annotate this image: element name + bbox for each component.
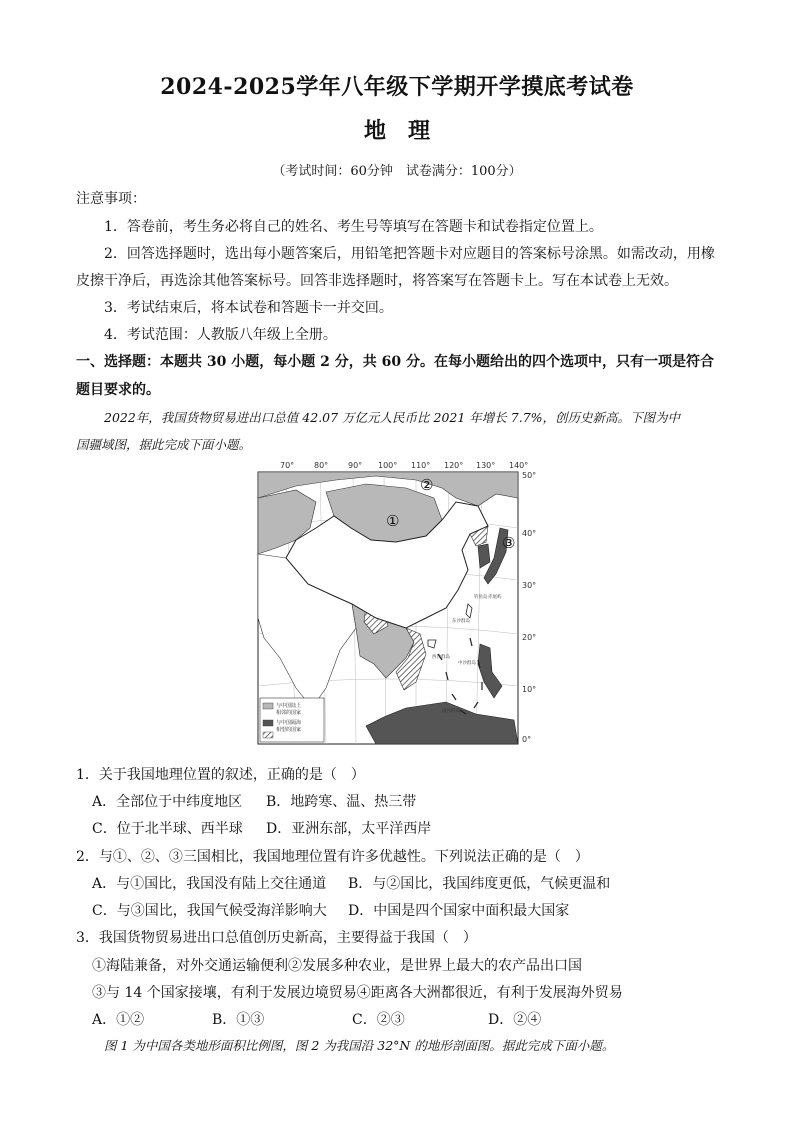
legend-label: 相邻的国家 <box>276 710 302 716</box>
island-label: 东沙群岛 <box>452 619 470 624</box>
q1-option-a[interactable]: A．全部位于中纬度地区 <box>92 794 243 810</box>
passage-intro: 2022年，我国货物贸易进出口总值 42.07 万亿元人民币比 2021 年增长 7.7%，创历史新高。下图为中 <box>104 410 681 425</box>
island-label: 赤尾屿 <box>488 595 502 600</box>
map-legend <box>260 698 324 742</box>
q1-option-c[interactable]: C．位于北半球、西半球 <box>92 821 243 837</box>
note-item: 2．回答选择题时，选出每小题答案后，用铅笔把答题卡对应题目的答案标号涂黑。如需改动，用橡 <box>104 246 715 262</box>
q2-option-b[interactable]: B．与②国比，我国纬度更低，气候更温和 <box>348 876 611 892</box>
q3-option-d[interactable]: D．②④ <box>488 1012 542 1028</box>
legend-swatch-hatch <box>263 732 273 738</box>
q1-option-b[interactable]: B．地跨寒、温、热三带 <box>266 794 417 810</box>
marker-1: ① <box>386 512 400 530</box>
q3-statement: ③与 14 个国家接壤，有利于发展边境贸易④距离各大洲都很近，有利于发展海外贸易 <box>92 985 623 1001</box>
q2-option-a[interactable]: A．与①国比，我国没有陆上交往通道 <box>92 876 327 892</box>
lon-label: 110° <box>411 461 431 470</box>
lat-label: 20° <box>522 633 537 642</box>
q1-option-d[interactable]: D．亚洲东部，太平洋西岸 <box>266 821 432 837</box>
question-3-stem: 3．我国货物贸易进出口总值创历史新高，主要得益于我国（ ） <box>76 930 477 946</box>
legend-label: 与中国隔海 <box>276 720 302 726</box>
lat-label: 0° <box>522 735 532 744</box>
subject-title: 地理 <box>363 118 452 144</box>
note-item: 4．考试范围：人教版八年级上全册。 <box>104 327 337 343</box>
lat-label: 10° <box>522 685 537 694</box>
legend-label: 相望的国家 <box>276 727 302 733</box>
lon-label: 130° <box>476 461 496 470</box>
marker-2: ② <box>420 476 434 494</box>
note-item: 1．答卷前，考生务必将自己的姓名、考生号等填写在答题卡和试卷指定位置上。 <box>104 219 603 235</box>
question-2-stem: 2．与①、②、③三国相比，我国地理位置有许多优越性。下列说法正确的是（ ） <box>76 849 589 865</box>
lat-label: 40° <box>522 529 537 538</box>
q3-statement: ①海陆兼备，对外交通运输便利②发展多种农业，是世界上最大的农产品出口国 <box>92 958 582 974</box>
note-item: 皮擦干净后，再选涂其他答案标号。回答非选择题时，将答案写在答题卡上。写在本试卷上无效。 <box>76 273 678 289</box>
question-1-stem: 1．关于我国地理位置的叙述，正确的是（ ） <box>76 767 365 783</box>
q2-option-c[interactable]: C．与③国比，我国气候受海洋影响大 <box>92 903 327 919</box>
island-label: 西沙群岛 <box>432 655 450 660</box>
exam-info: （考试时间：60分钟 试卷满分：100分） <box>272 164 522 179</box>
island-label: 中沙群岛 <box>458 661 476 666</box>
q3-option-c[interactable]: C．②③ <box>352 1012 405 1028</box>
section-heading-cont: 题目要求的。 <box>76 382 160 398</box>
q3-option-a[interactable]: A．①② <box>92 1012 145 1028</box>
lon-label: 140° <box>509 461 529 470</box>
notes-heading: 注意事项： <box>76 191 146 207</box>
exam-title: 2024-2025学年八年级下学期开学摸底考试卷 <box>160 74 634 100</box>
q2-option-d[interactable]: D．中国是四个国家中面积最大国家 <box>348 903 570 919</box>
china-territory-map <box>256 458 544 750</box>
legend-swatch-land <box>263 703 273 709</box>
legend-label: 与中国陆上 <box>276 703 302 709</box>
legend-swatch-sea <box>263 720 273 726</box>
island-label: 钓鱼岛 <box>474 595 488 600</box>
island-label: 南沙群岛 <box>442 709 460 714</box>
lon-label: 100° <box>378 461 398 470</box>
lon-label: 90° <box>348 461 363 470</box>
lat-label: 30° <box>522 581 537 590</box>
section-heading: 一、选择题：本题共 30 小题，每小题 2 分，共 60 分。在每小题给出的四个选项中，只有一项是符合 <box>76 354 714 370</box>
lat-label: 50° <box>522 471 537 480</box>
note-item: 3．考试结束后，将本试卷和答题卡一并交回。 <box>104 300 393 316</box>
passage-intro-cont: 国疆域图，据此完成下面小题。 <box>76 437 252 452</box>
lon-label: 120° <box>444 461 464 470</box>
passage-intro-2: 图 1 为中国各类地形面积比例图，图 2 为我国沿 32°N 的地形剖面图。据此完成下面小题。 <box>104 1038 615 1053</box>
q3-option-b[interactable]: B．①③ <box>212 1012 265 1028</box>
marker-3: ③ <box>502 534 516 552</box>
lon-label: 70° <box>280 461 295 470</box>
lon-label: 80° <box>314 461 329 470</box>
